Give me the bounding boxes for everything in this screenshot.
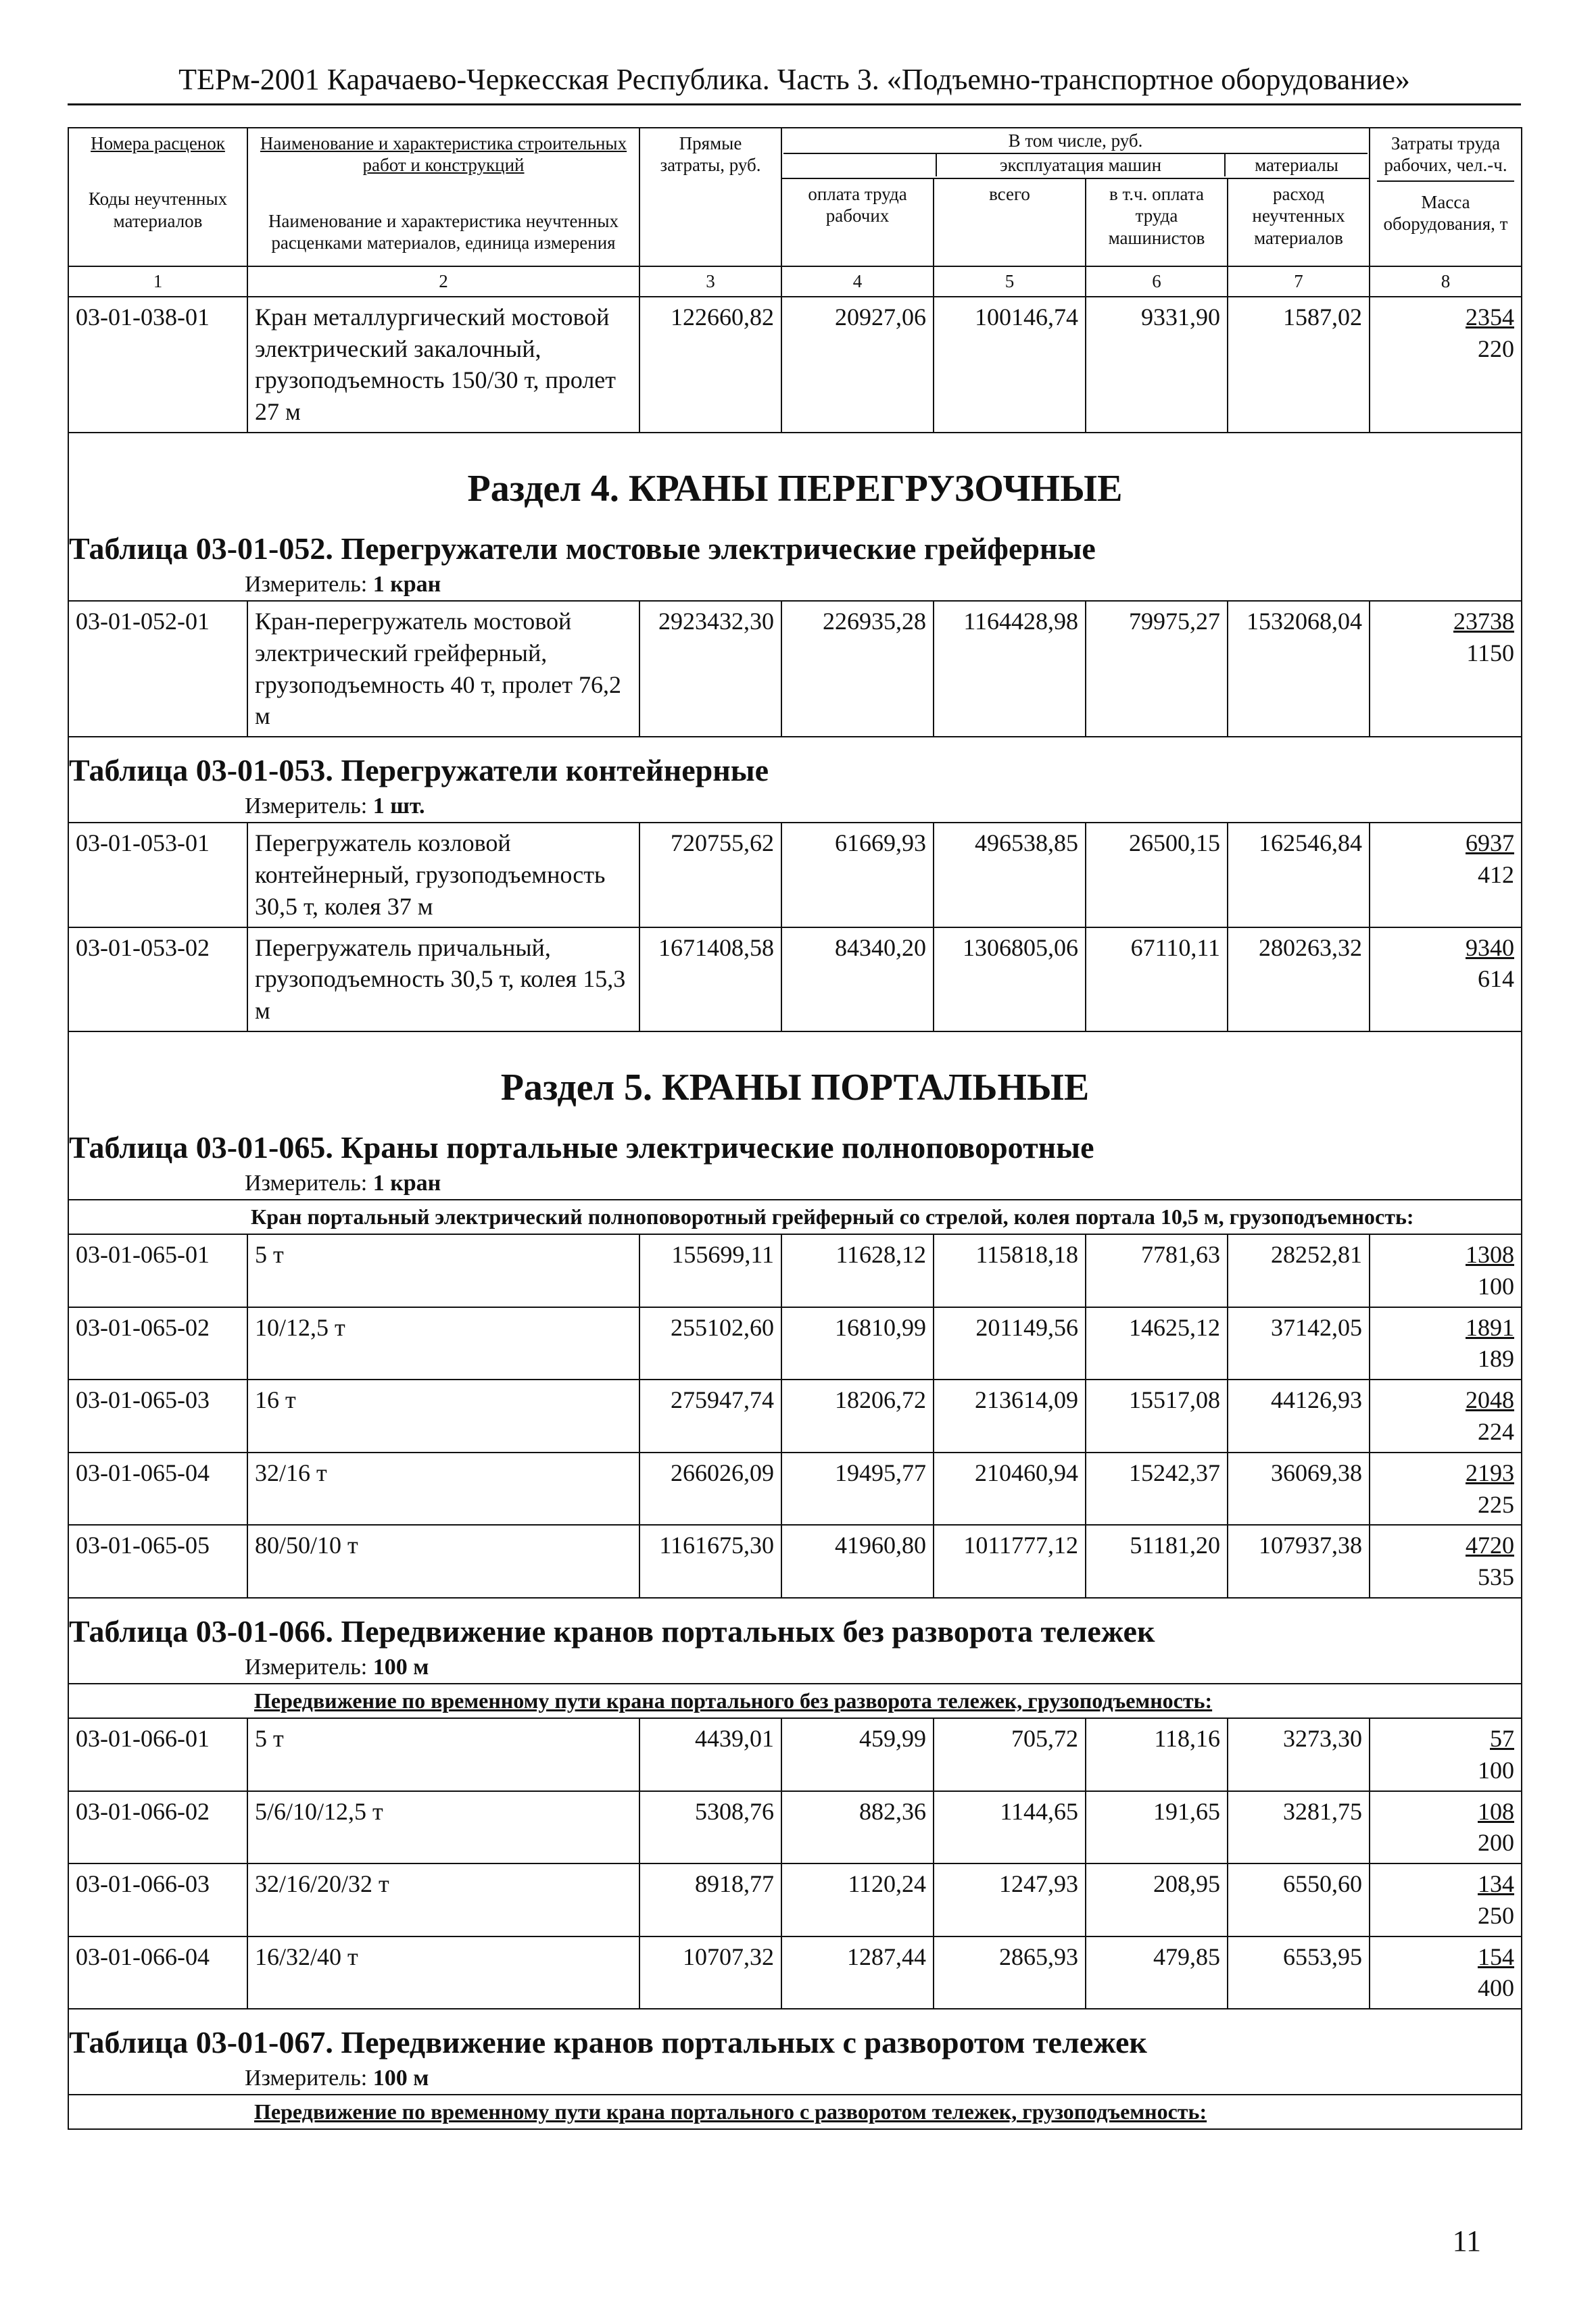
direct-cost: 4439,01	[639, 1718, 781, 1791]
equipment-mass: 614	[1478, 965, 1514, 993]
labor-hours: 9340	[1466, 933, 1514, 961]
section-5-row	[68, 1031, 1522, 1200]
machine-cost: 1164428,98	[934, 601, 1086, 737]
equipment-mass: 220	[1478, 335, 1514, 362]
group-row: Передвижение по временному пути крана портального без разворота тележек, грузоподъемность:	[68, 1684, 1522, 1718]
rate-code: 03-01-065-01	[68, 1234, 247, 1307]
labor-cost: 84340,20	[781, 927, 934, 1031]
material-cost: 44126,93	[1228, 1380, 1370, 1453]
machine-cost: 210460,94	[934, 1453, 1086, 1526]
labor-and-mass	[1370, 601, 1522, 737]
work-name: 80/50/10 т	[247, 1525, 639, 1598]
direct-cost: 5308,76	[639, 1791, 781, 1864]
direct-cost: 10707,32	[639, 1936, 781, 2009]
table-066-header	[68, 1598, 1522, 1684]
col-labor-header: оплата труда рабочих	[781, 178, 934, 266]
table-title: Таблица 03-01-067. Передвижение кранов портальных с разворотом тележек	[69, 2025, 1147, 2060]
table-row	[68, 1453, 1522, 1526]
equipment-mass: 225	[1478, 1490, 1514, 1518]
machine-cost: 705,72	[934, 1718, 1086, 1791]
labor-and-mass	[1370, 1307, 1522, 1380]
col-incl-header: В том числе, руб. эксплуатация машин материалы	[781, 128, 1370, 178]
labor-hours: 2354	[1466, 303, 1514, 331]
labor-cost: 18206,72	[781, 1380, 934, 1453]
rate-code: 03-01-065-05	[68, 1525, 247, 1598]
table-title: Таблица 03-01-065. Краны портальные электрические полноповоротные	[69, 1129, 1094, 1165]
section-title: Раздел 5. КРАНЫ ПОРТАЛЬНЫЕ	[500, 1066, 1090, 1108]
col-codes-header: Номера расценок Коды неучтенных материалов	[68, 128, 247, 266]
group-row: Передвижение по временному пути крана портального с разворотом тележек, грузоподъемность:	[68, 2095, 1522, 2129]
direct-cost: 1161675,30	[639, 1525, 781, 1598]
machine-cost: 115818,18	[934, 1234, 1086, 1307]
work-name: 16/32/40 т	[247, 1936, 639, 2009]
rate-code: 03-01-065-04	[68, 1453, 247, 1526]
work-name: Перегружатель козловой контейнерный, грузоподъемность 30,5 т, колея 37 м	[247, 823, 639, 927]
material-cost: 1587,02	[1228, 297, 1370, 433]
equipment-mass: 189	[1478, 1345, 1514, 1373]
table-row	[68, 1380, 1522, 1453]
equipment-mass: 100	[1478, 1756, 1514, 1784]
equipment-mass: 1150	[1466, 639, 1514, 666]
table-title: Таблица 03-01-066. Передвижение кранов портальных без разворота тележек	[69, 1613, 1155, 1649]
operator-cost: 79975,27	[1086, 601, 1228, 737]
labor-and-mass	[1370, 1718, 1522, 1791]
direct-cost: 275947,74	[639, 1380, 781, 1453]
labor-hours: 57	[1490, 1724, 1514, 1752]
labor-hours: 1891	[1466, 1313, 1514, 1341]
labor-cost: 11628,12	[781, 1234, 934, 1307]
machine-cost: 1247,93	[934, 1863, 1086, 1936]
labor-hours: 154	[1478, 1943, 1514, 1970]
equipment-mass: 250	[1478, 1901, 1514, 1929]
page-header: ТЕРм-2001 Карачаево-Черкесская Республика. Часть 3. «Подъемно-транспортное оборудование»	[68, 62, 1521, 105]
labor-hours: 4720	[1466, 1532, 1514, 1559]
table-row	[68, 1718, 1522, 1791]
measurement-unit: Измеритель: 100 м	[245, 2066, 429, 2091]
material-cost: 6553,95	[1228, 1936, 1370, 2009]
work-name: Перегружатель причальный, грузоподъемность 30,5 т, колея 15,3 м	[247, 927, 639, 1031]
table-row	[68, 1863, 1522, 1936]
col-machines-header: всего	[934, 178, 1086, 266]
material-cost: 1532068,04	[1228, 601, 1370, 737]
rate-code: 03-01-053-02	[68, 927, 247, 1031]
operator-cost: 14625,12	[1086, 1307, 1228, 1380]
labor-and-mass	[1370, 1380, 1522, 1453]
col-materials-header: расход неучтенных материалов	[1228, 178, 1370, 266]
labor-cost: 226935,28	[781, 601, 934, 737]
section-title: Раздел 4. КРАНЫ ПЕРЕГРУЗОЧНЫЕ	[467, 467, 1123, 510]
labor-and-mass	[1370, 1234, 1522, 1307]
rate-code: 03-01-052-01	[68, 601, 247, 737]
labor-cost: 1120,24	[781, 1863, 934, 1936]
labor-hours: 2193	[1466, 1459, 1514, 1486]
labor-and-mass	[1370, 1453, 1522, 1526]
measurement-unit: Измеритель: 100 м	[245, 1654, 429, 1680]
table-title: Таблица 03-01-053. Перегружатели контейнерные	[69, 753, 769, 788]
table-row	[68, 927, 1522, 1031]
direct-cost: 1671408,58	[639, 927, 781, 1031]
labor-hours: 23738	[1453, 607, 1514, 635]
machine-cost: 1144,65	[934, 1791, 1086, 1864]
operator-cost: 208,95	[1086, 1863, 1228, 1936]
equipment-mass: 100	[1478, 1272, 1514, 1300]
table-row	[68, 823, 1522, 927]
material-cost: 162546,84	[1228, 823, 1370, 927]
rates-document	[68, 127, 1521, 2130]
machine-cost: 1306805,06	[934, 927, 1086, 1031]
direct-cost: 2923432,30	[639, 601, 781, 737]
measurement-unit: Измеритель: 1 кран	[245, 1170, 441, 1196]
operator-cost: 479,85	[1086, 1936, 1228, 2009]
labor-and-mass	[1370, 297, 1522, 433]
equipment-mass: 224	[1478, 1417, 1514, 1445]
material-cost: 280263,32	[1228, 927, 1370, 1031]
material-cost: 3281,75	[1228, 1791, 1370, 1864]
material-cost: 107937,38	[1228, 1525, 1370, 1598]
col-name-header: Наименование и характеристика строительных работ и конструкций Наименование и характеристика неучтенных расценками материалов, единица измерения	[247, 128, 639, 266]
operator-cost: 15517,08	[1086, 1380, 1228, 1453]
equipment-mass: 535	[1478, 1563, 1514, 1591]
labor-hours: 134	[1478, 1870, 1514, 1898]
section-4-row	[68, 433, 1522, 601]
labor-cost: 41960,80	[781, 1525, 934, 1598]
col-cost-header: Затраты труда рабочих, чел.-ч. Масса оборудования, т	[1370, 128, 1522, 266]
rate-code: 03-01-066-03	[68, 1863, 247, 1936]
table-row	[68, 1307, 1522, 1380]
direct-cost: 155699,11	[639, 1234, 781, 1307]
labor-hours: 6937	[1466, 829, 1514, 857]
labor-and-mass	[1370, 1936, 1522, 2009]
table-row	[68, 1234, 1522, 1307]
table-row	[68, 601, 1522, 737]
material-cost: 28252,81	[1228, 1234, 1370, 1307]
labor-cost: 20927,06	[781, 297, 934, 433]
rate-code: 03-01-053-01	[68, 823, 247, 927]
table-row	[68, 1936, 1522, 2009]
direct-cost: 720755,62	[639, 823, 781, 927]
direct-cost: 255102,60	[639, 1307, 781, 1380]
table-row	[68, 1791, 1522, 1864]
operator-cost: 191,65	[1086, 1791, 1228, 1864]
operator-cost: 26500,15	[1086, 823, 1228, 927]
material-cost: 36069,38	[1228, 1453, 1370, 1526]
machine-cost: 496538,85	[934, 823, 1086, 927]
machine-cost: 201149,56	[934, 1307, 1086, 1380]
header-row-1	[68, 128, 1522, 178]
labor-and-mass	[1370, 1791, 1522, 1864]
material-cost: 37142,05	[1228, 1307, 1370, 1380]
machine-cost: 1011777,12	[934, 1525, 1086, 1598]
column-numbers-row: 1 2 3 4 5 6 7 8	[68, 266, 1522, 297]
work-name: Кран-перегружатель мостовой электрический грейферный, грузоподъемность 40 т, пролет 76,2 м	[247, 601, 639, 737]
operator-cost: 15242,37	[1086, 1453, 1228, 1526]
equipment-mass: 412	[1478, 860, 1514, 888]
col-direct-header: Прямые затраты, руб.	[639, 128, 781, 266]
measurement-unit: Измеритель: 1 шт.	[245, 794, 425, 819]
rates-table	[68, 127, 1522, 2130]
labor-cost: 61669,93	[781, 823, 934, 927]
machine-cost: 100146,74	[934, 297, 1086, 433]
table-067-header	[68, 2009, 1522, 2095]
work-name: 5 т	[247, 1718, 639, 1791]
rate-code: 03-01-065-03	[68, 1380, 247, 1453]
rate-code: 03-01-038-01	[68, 297, 247, 433]
table-title: Таблица 03-01-052. Перегружатели мостовые электрические грейферные	[69, 531, 1096, 566]
labor-and-mass	[1370, 823, 1522, 927]
page-number: 11	[1452, 2224, 1481, 2258]
rate-code: 03-01-065-02	[68, 1307, 247, 1380]
operator-cost: 51181,20	[1086, 1525, 1228, 1598]
operator-cost: 9331,90	[1086, 297, 1228, 433]
direct-cost: 266026,09	[639, 1453, 781, 1526]
operator-cost: 118,16	[1086, 1718, 1228, 1791]
operator-cost: 7781,63	[1086, 1234, 1228, 1307]
labor-cost: 1287,44	[781, 1936, 934, 2009]
direct-cost: 122660,82	[639, 297, 781, 433]
work-name: 32/16/20/32 т	[247, 1863, 639, 1936]
table-053-header	[68, 737, 1522, 823]
rate-code: 03-01-066-02	[68, 1791, 247, 1864]
work-name: 5 т	[247, 1234, 639, 1307]
work-name: 16 т	[247, 1380, 639, 1453]
labor-and-mass	[1370, 1863, 1522, 1936]
labor-hours: 1308	[1466, 1240, 1514, 1268]
labor-and-mass	[1370, 1525, 1522, 1598]
work-name: 10/12,5 т	[247, 1307, 639, 1380]
operator-cost: 67110,11	[1086, 927, 1228, 1031]
labor-cost: 459,99	[781, 1718, 934, 1791]
work-name: Кран металлургический мостовой электрический закалочный, грузоподъемность 150/30 т, пролет 27 м	[247, 297, 639, 433]
direct-cost: 8918,77	[639, 1863, 781, 1936]
material-cost: 6550,60	[1228, 1863, 1370, 1936]
material-cost: 3273,30	[1228, 1718, 1370, 1791]
table-row	[68, 1525, 1522, 1598]
rate-code: 03-01-066-01	[68, 1718, 247, 1791]
machine-cost: 2865,93	[934, 1936, 1086, 2009]
labor-hours: 108	[1478, 1797, 1514, 1825]
labor-cost: 882,36	[781, 1791, 934, 1864]
equipment-mass: 400	[1478, 1974, 1514, 2002]
equipment-mass: 200	[1478, 1829, 1514, 1857]
rate-code: 03-01-066-04	[68, 1936, 247, 2009]
labor-hours: 2048	[1466, 1386, 1514, 1414]
col-operators-header: в т.ч. оплата труда машинистов	[1086, 178, 1228, 266]
labor-cost: 16810,99	[781, 1307, 934, 1380]
machine-cost: 213614,09	[934, 1380, 1086, 1453]
work-name: 5/6/10/12,5 т	[247, 1791, 639, 1864]
labor-cost: 19495,77	[781, 1453, 934, 1526]
measurement-unit: Измеритель: 1 кран	[245, 571, 441, 597]
table-row	[68, 297, 1522, 433]
labor-and-mass	[1370, 927, 1522, 1031]
work-name: 32/16 т	[247, 1453, 639, 1526]
group-row: Кран портальный электрический полноповоротный грейферный со стрелой, колея портала 10,5 м, грузоподъемность:	[68, 1200, 1522, 1234]
